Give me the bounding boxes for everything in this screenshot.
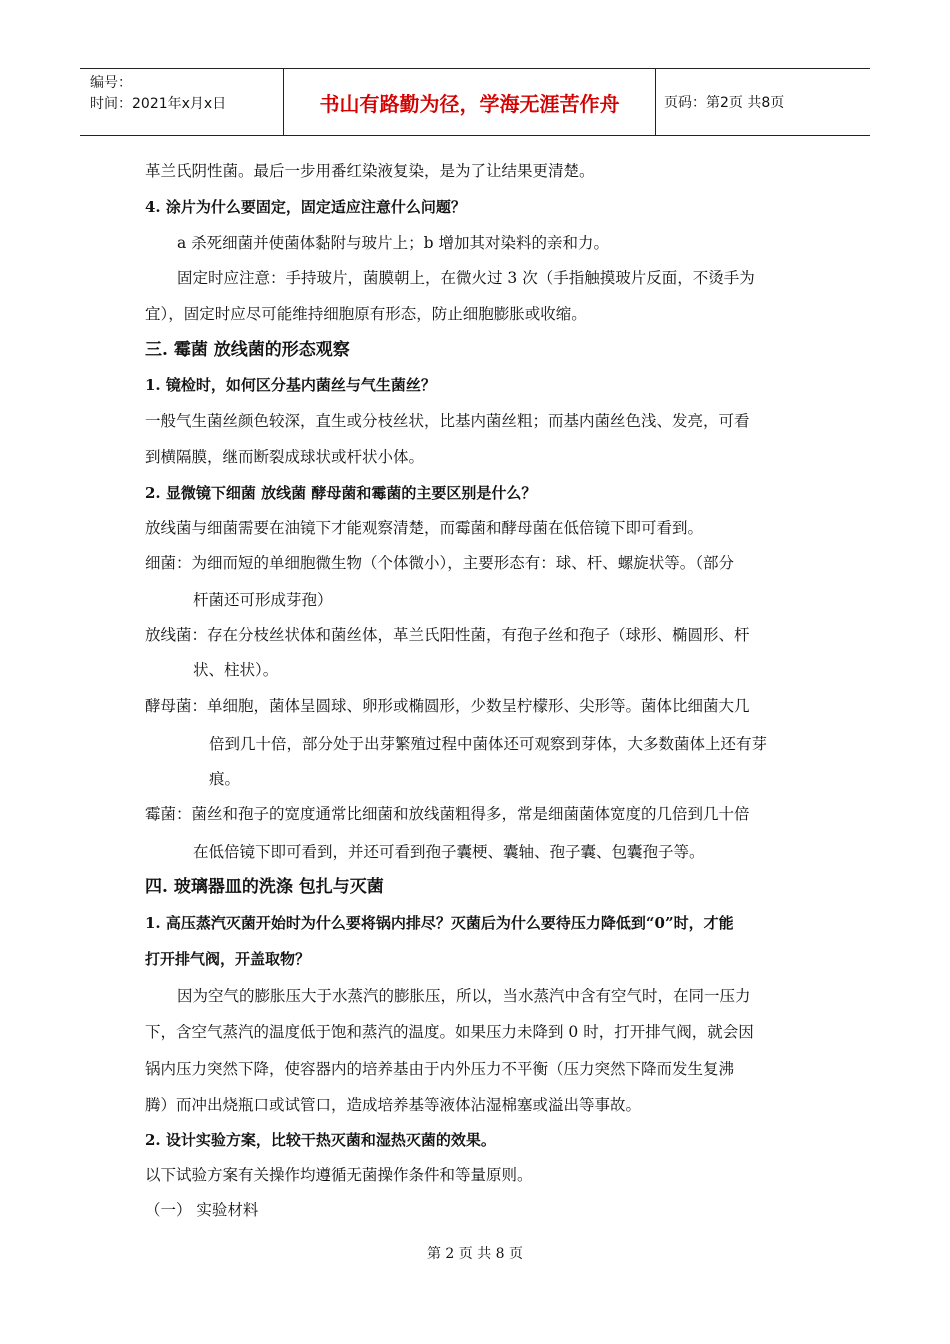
question-heading: 2. 显微镜下细菌 放线菌 酵母菌和霉菌的主要区别是什么？	[145, 484, 537, 502]
question-heading: 1. 高压蒸汽灭菌开始时为什么要将锅内排尽？灭菌后为什么要待压力降低到“0”时，才能	[145, 914, 734, 932]
question-heading: 打开排气阀，开盖取物？	[145, 950, 311, 968]
body-line: 在低倍镜下即可看到，并还可看到孢子囊梗、囊轴、孢子囊、包囊孢子等。	[193, 843, 705, 861]
body-line: 倍到几十倍，部分处于出芽繁殖过程中菌体还可观察到芽体，大多数菌体上还有芽	[209, 735, 768, 753]
body-line: 革兰氏阴性菌。最后一步用番红染液复染，是为了让结果更清楚。	[145, 162, 595, 180]
body-line: 腾）而冲出烧瓶口或试管口，造成培养基等液体沾湿棉塞或溢出等事故。	[145, 1096, 642, 1114]
header-page-info: 页码：第2页 共8页	[664, 95, 785, 111]
body-line: 因为空气的膨胀压大于水蒸汽的膨胀压，所以，当水蒸汽中含有空气时，在同一压力	[177, 987, 751, 1005]
body-line: 以下试验方案有关操作均遵循无菌操作条件和等量原则。	[145, 1166, 533, 1184]
body-line: 一般气生菌丝颜色较深，直生或分枝丝状，比基内菌丝粗；而基内菌丝色浅、发亮，可看	[145, 412, 750, 430]
body-line: a 杀死细菌并使菌体黏附与玻片上；b 增加其对染料的亲和力。	[177, 234, 610, 252]
body-line: 下，含空气蒸汽的温度低于饱和蒸汽的温度。如果压力未降到 0 时，打开排气阀，就会因	[145, 1023, 754, 1041]
section-heading: 三. 霉菌 放线菌的形态观察	[145, 340, 350, 360]
page-footer: 第 2 页 共 8 页	[426, 1246, 524, 1262]
body-line: 放线菌：存在分枝丝状体和菌丝体，革兰氏阳性菌，有孢子丝和孢子（球形、椭圆形、杆	[145, 626, 750, 644]
body-line: 痕。	[209, 770, 241, 788]
page-header	[80, 68, 870, 136]
body-line: 到横隔膜，继而断裂成球状或杆状小体。	[145, 448, 425, 466]
body-line: 放线菌与细菌需要在油镜下才能观察清楚，而霉菌和酵母菌在低倍镜下即可看到。	[145, 519, 704, 537]
body-line: 锅内压力突然下降，使容器内的培养基由于内外压力不平衡（压力突然下降而发生复沸	[145, 1060, 735, 1078]
body-line: 宜），固定时应尽可能维持细胞原有形态，防止细胞膨胀或收缩。	[145, 305, 587, 323]
body-line: 固定时应注意：手持玻片，菌膜朝上，在微火过 3 次（手指触摸玻片反面，不烫手为	[177, 269, 755, 287]
body-line: （一） 实验材料	[145, 1201, 259, 1219]
document-number-label: 编号：	[90, 75, 132, 91]
question-heading: 2. 设计实验方案，比较干热灭菌和湿热灭菌的效果。	[145, 1131, 496, 1149]
header-left	[80, 69, 283, 135]
question-heading: 4. 涂片为什么要固定，固定适应注意什么问题？	[145, 198, 466, 216]
body-line: 细菌：为细而短的单细胞微生物（个体微小），主要形态有：球、杆、螺旋状等。（部分	[145, 554, 735, 572]
body-line: 状、柱状）。	[193, 661, 279, 679]
body-line: 杆菌还可形成芽孢）	[193, 591, 333, 609]
body-line: 酵母菌：单细胞，菌体呈圆球、卵形或椭圆形，少数呈柠檬形、尖形等。菌体比细菌大几	[145, 697, 750, 715]
document-date: 时间：2021年x月x日	[90, 96, 227, 112]
question-heading: 1. 镜检时，如何区分基内菌丝与气生菌丝？	[145, 376, 436, 394]
section-heading: 四. 玻璃器皿的洗涤 包扎与灭菌	[145, 877, 384, 897]
header-motto: 书山有路勤为径，学海无涯苦作舟	[283, 69, 656, 135]
body-line: 霉菌：菌丝和孢子的宽度通常比细菌和放线菌粗得多，常是细菌菌体宽度的几倍到几十倍	[145, 805, 750, 823]
